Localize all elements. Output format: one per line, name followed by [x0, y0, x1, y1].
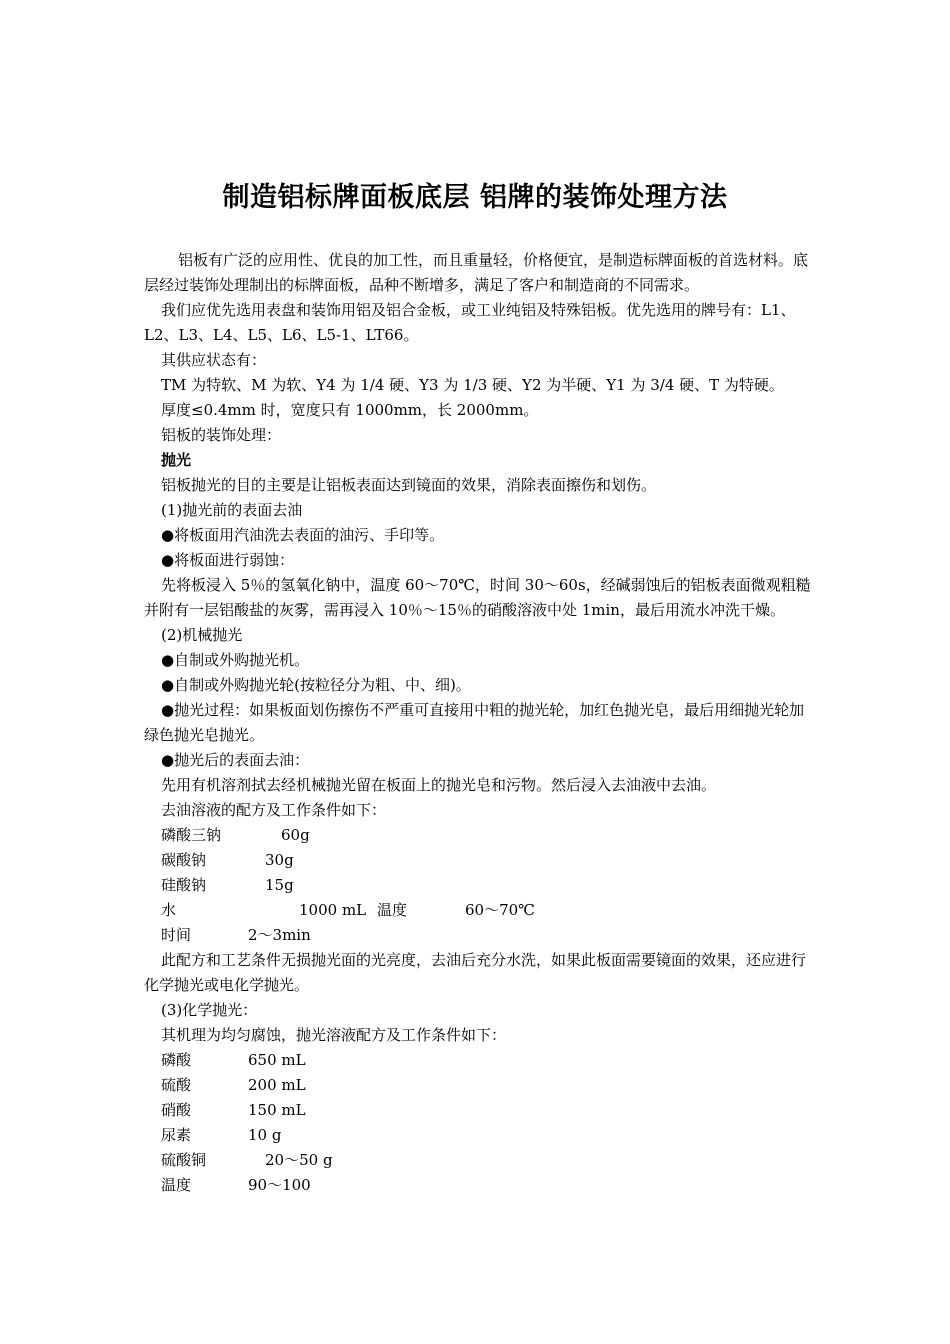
bullet-item: ●自制或外购抛光机。 — [161, 651, 310, 669]
formula-value: 20～50 g — [265, 1151, 333, 1169]
paragraph: 我们应优先选用表盘和装饰用铝及铝合金板，或工业纯铝及特殊铝板。优先选用的牌号有：L1、L2、L3、L4、L5、L6、L5-1、LT66。 — [144, 301, 796, 344]
bullet-item: ●抛光后的表面去油： — [161, 751, 310, 769]
formula-value: 2～3min — [248, 926, 311, 944]
bullet-item: ●自制或外购抛光轮(按粒径分为粗、中、细)。 — [161, 676, 471, 694]
formula-name: 水 — [161, 901, 177, 919]
formula-row — [144, 1123, 814, 1148]
paragraph: 铝板的装饰处理： — [161, 426, 282, 444]
paragraph: 其机理为均匀腐蚀，抛光溶液配方及工作条件如下： — [161, 1026, 507, 1044]
bullet-item: ●抛光过程：如果板面划伤擦伤不严重可直接用中粗的抛光轮，加红色抛光皂，最后用细抛光轮加绿色抛光皂抛光。 — [144, 701, 805, 744]
formula-name: 硫酸 — [161, 1076, 192, 1094]
bullet-item: ●将板面用汽油洗去表面的油污、手印等。 — [161, 526, 445, 544]
paragraph: 先用有机溶剂拭去经机械抛光留在板面上的抛光皂和污物。然后浸入去油液中去油。 — [161, 776, 717, 794]
formula-row — [144, 1173, 814, 1198]
document-body — [144, 248, 814, 1198]
formula-name: 硅酸钠 — [161, 876, 207, 894]
formula-value: 10 g — [248, 1126, 282, 1144]
formula-value: 60g — [281, 826, 310, 844]
degrease-formula — [144, 823, 814, 948]
formula-name: 硝酸 — [161, 1101, 192, 1119]
bullet-item: ●将板面进行弱蚀： — [161, 551, 295, 569]
formula-name: 尿素 — [161, 1126, 192, 1144]
paragraph: 去油溶液的配方及工作条件如下： — [161, 801, 387, 819]
formula-name: 时间 — [161, 926, 192, 944]
formula-value: 15g — [265, 876, 294, 894]
paragraph: 此配方和工艺条件无损抛光面的光亮度，去油后充分水洗，如果此板面需要镜面的效果，还应进行化学抛光或电化学抛光。 — [144, 951, 807, 994]
formula-row — [144, 1148, 814, 1173]
paragraph: 先将板浸入 5％的氢氧化钠中，温度 60～70℃，时间 30～60s，经碱弱蚀后的铝板表面微观粗糙并附有一层铝酸盐的灰雾，需再浸入 10％～15％的硝酸溶液中处 1min，最后用流水冲洗干燥。 — [144, 576, 811, 619]
formula-name: 温度 — [161, 1176, 192, 1194]
paragraph: 其供应状态有： — [161, 351, 267, 369]
formula-name: 硫酸铜 — [161, 1151, 207, 1169]
document-title: 制造铝标牌面板底层 铝牌的装饰处理方法 — [222, 182, 728, 213]
formula-row — [144, 898, 814, 923]
formula-value: 650 mL — [248, 1051, 306, 1069]
formula-row — [144, 1073, 814, 1098]
formula-value: 90～100 — [248, 1176, 311, 1194]
formula-value: 60～70℃ — [465, 901, 535, 919]
formula-value: 1000 mL — [299, 901, 367, 919]
paragraph: 铝板抛光的目的主要是让铝板表面达到镜面的效果，消除表面擦伤和划伤。 — [161, 476, 657, 494]
formula-row — [144, 1098, 814, 1123]
formula-value: 150 mL — [248, 1101, 306, 1119]
paragraph: (2)机械抛光 — [161, 626, 243, 644]
polish-formula — [144, 1048, 814, 1198]
paragraph: 厚度≤0.4mm 时，宽度只有 1000mm，长 2000mm。 — [161, 401, 539, 419]
formula-name: 磷酸三钠 — [161, 826, 222, 844]
section-heading: 抛光 — [161, 451, 192, 469]
formula-row — [144, 848, 814, 873]
formula-name: 碳酸钠 — [161, 851, 207, 869]
paragraph: (1)抛光前的表面去油 — [161, 501, 303, 519]
formula-row — [144, 923, 814, 948]
formula-name: 温度 — [377, 901, 408, 919]
paragraph: 铝板有广泛的应用性、优良的加工性，而且重量轻，价格便宜，是制造标牌面板的首选材料。底层经过装饰处理制出的标牌面板，品种不断增多，满足了客户和制造商的不同需求。 — [144, 251, 809, 294]
formula-value: 200 mL — [248, 1076, 306, 1094]
formula-value: 30g — [265, 851, 294, 869]
formula-name: 磷酸 — [161, 1051, 192, 1069]
paragraph: TM 为特软、M 为软、Y4 为 1/4 硬、Y3 为 1/3 硬、Y2 为半硬、Y1 为 3/4 硬、T 为特硬。 — [161, 376, 784, 394]
formula-row — [144, 873, 814, 898]
formula-row — [144, 823, 814, 848]
paragraph: (3)化学抛光： — [161, 1001, 258, 1019]
formula-row — [144, 1048, 814, 1073]
